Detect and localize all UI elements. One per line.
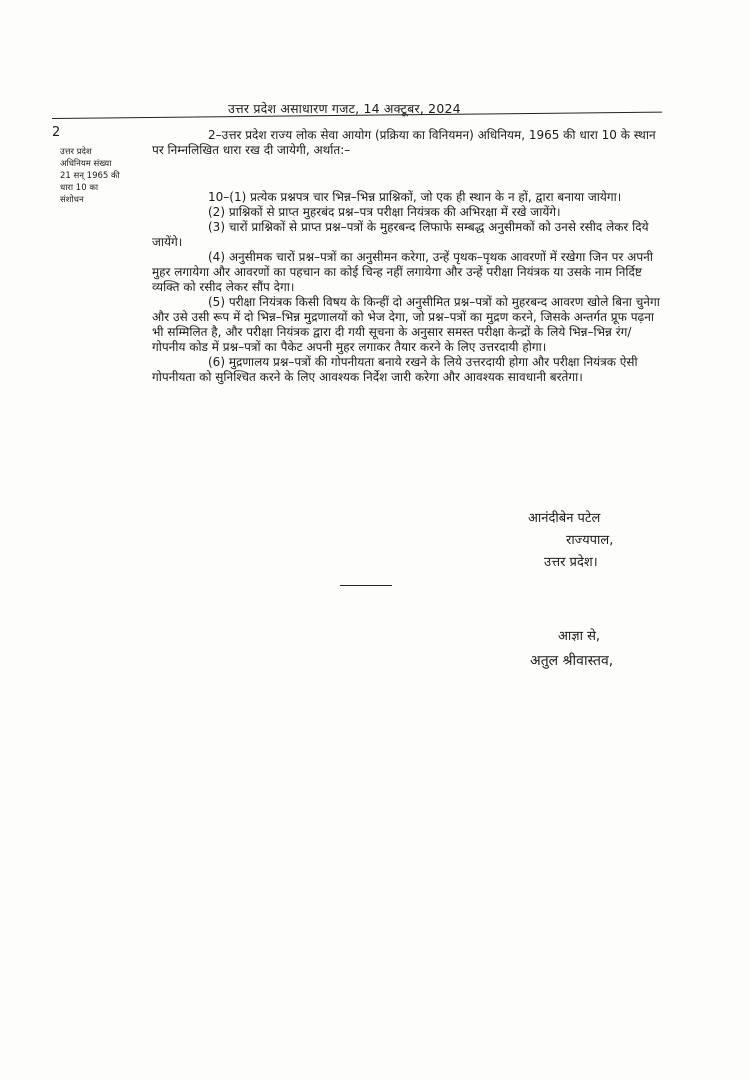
gazette-header-title: उत्तर प्रदेश असाधारण गजट, 14 अक्टूबर, 2024 [228,101,461,116]
margin-note-line: धारा 10 का [60,183,99,193]
margin-note [60,146,144,206]
margin-note-line: उत्तर प्रदेश [60,147,92,157]
clause-4: (4) अनुसीमक चारों प्रश्न–पत्रों का अनुसीमन करेगा, उन्हें पृथक–पृथक आवरणों में रखेगा जिन पर अपनी मुहर लगायेगा और आवरणों का पहचान का कोई चिन्ह नहीं लगायेगा और उन्हें परीक्षा नियंत्रक या उसके नाम निर्दिष्ट व्यक्ति को रसीद लेकर सौंप देगा। [152,250,653,294]
clause-3: (3) चारों प्राश्निकों से प्राप्त प्रश्न–पत्रों के मुहरबन्द लिफाफे सम्बद्ध अनुसीमकों को उनसे रसीद लेकर दिये जायेंगे। [152,220,649,249]
order-signatory-name: अतुल श्रीवास्तव, [530,653,614,669]
order-label: आज्ञा से, [558,629,601,644]
signatory-state: उत्तर प्रदेश। [544,555,598,570]
clause-6: (6) मुद्रणालय प्रश्न–पत्रों की गोपनीयता बनाये रखने के लिये उत्तरदायी होगा और परीक्षा नियंत्रक ऐसी गोपनीयता को सुनिश्चित करने के लिए आवश्यक निर्देश जारी करेगा और आवश्यक सावधानी बरतेगा। [152,355,638,384]
amendment-body [152,128,664,385]
signatory-designation: राज्यपाल, [566,533,614,548]
clause-5: (5) परीक्षा नियंत्रक किसी विषय के किन्हीं दो अनुसीमित प्रश्न–पत्रों को मुहरबन्द आवरण खोले बिना चुनेगा और उसे उसी रूप में दो भिन्न–भिन्न मुद्रणालयों को भेज देगा, जो प्रश्न–पत्रों का मुद्रण करने, जिसके अन्तर्गत प्रूफ पढ़ना भी सम्मिलित है, और परीक्षा नियंत्रक द्वारा दी गयी सूचना के अनुसार समस्त परीक्षा केन्द्रों के लिये भिन्न–भिन्न रंग/गोपनीय कोड में प्रश्न–पत्रों का पैकेट अपनी मुहर लगाकर तैयार करने के लिए उत्तरदायी होगा। [152,295,660,354]
intro-paragraph: 2–उत्तर प्रदेश राज्य लोक सेवा आयोग (प्रक्रिया का विनियमन) अधिनियम, 1965 की धारा 10 के स्थान पर निम्नलिखित धारा रख दी जायेगी, अर्थात:– [152,128,656,157]
margin-note-line: अधिनियम संख्या [60,159,112,169]
clause-2: (2) प्राश्निकों से प्राप्त मुहरबंद प्रश्न–पत्र परीक्षा नियंत्रक की अभिरक्षा में रखे जायेंगे। [208,205,561,219]
signatory-name: आनंदीबेन पटेल [528,511,601,526]
section-separator [340,585,392,586]
page-number: 2 [52,125,61,140]
margin-note-line: 21 सन् 1965 की [60,171,120,181]
clause-1: 10–(1) प्रत्येक प्रश्नपत्र चार भिन्न–भिन्न प्राश्निकों, जो एक ही स्थान के न हों, द्वारा बनाया जायेगा। [208,190,622,204]
margin-note-line: संशोधन [60,195,84,205]
